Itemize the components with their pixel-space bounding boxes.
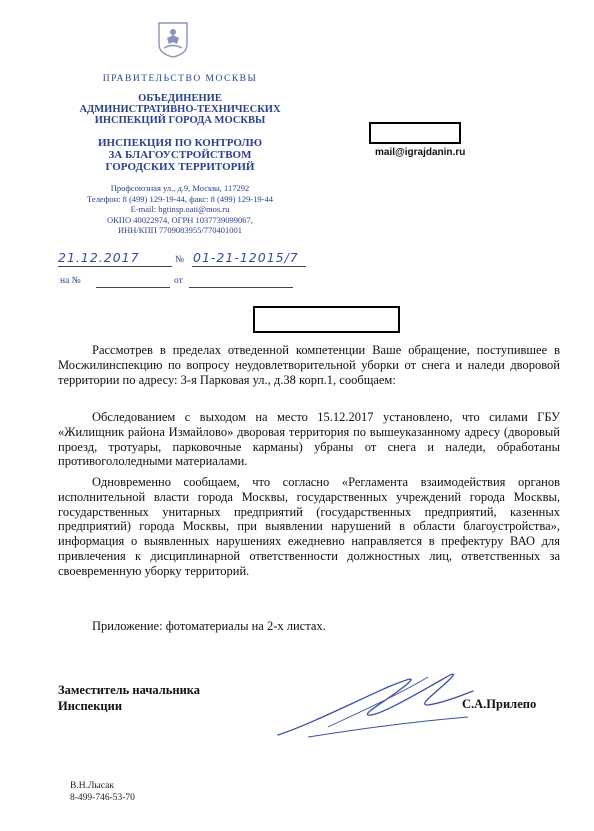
- reference-number-label: на №: [60, 276, 81, 286]
- executor-info: В.Н.Лысак 8-499-746-53-70: [70, 781, 135, 803]
- redacted-recipient-box: [369, 122, 461, 144]
- parent-organization: ОБЪЕДИНЕНИЕ АДМИНИСТРАТИВНО-ТЕХНИЧЕСКИХ ИНСПЕКЦИЙ ГОРОДА МОСКВЫ: [79, 93, 281, 126]
- organization-contacts: Профсоюзная ул., д.9, Москва, 117292 Телефон: 8 (499) 129-19-44, факс: 8 (499) 129-19-44 E-mail: bgtinsp.oati@mos.ru ОКПО 40022974, ОГРН 1037739099067, ИНН/КПП 7709083955/770401001: [87, 183, 273, 235]
- reference-number-underline: [96, 287, 170, 288]
- redacted-addressee-box: [253, 306, 400, 333]
- registration-date: 21.12.2017: [58, 250, 140, 265]
- recipient-email: mail@igrajdanin.ru: [375, 147, 466, 158]
- registration-number: 01-21-12015/7: [193, 250, 299, 265]
- body-paragraph-1: Рассмотрев в пределах отведенной компетенции Ваше обращение, поступившее в Мосжилинспекцию по вопросу неудовлетворительной уборки от снега и наледи дворовой территории по адресу: 3-я Парковая ул., д.38 корп.1, сообщаем:: [58, 343, 560, 387]
- handwritten-signature: [268, 665, 478, 745]
- signer-position: Заместитель начальника Инспекции: [58, 683, 201, 713]
- government-title: ПРАВИТЕЛЬСТВО МОСКВЫ: [102, 74, 258, 84]
- signer-name: С.А.Прилепо: [462, 697, 537, 711]
- body-paragraph-2: Обследованием с выходом на место 15.12.2017 установлено, что силами ГБУ «Жилищник района Измайлово» дворовая территория по вышеуказанному адресу (дворовый проезд, тротуары, парковочные карманы) убраны от снега и наледи, обработаны противогололедными материалами.: [58, 410, 560, 469]
- body-paragraph-3: Одновременно сообщаем, что согласно «Регламента взаимодействия органов исполнительной власти города Москвы, государственных учреждений города Москвы, государственных унитарных предприятий (государственных предприятий, казенных предприятий) города Москвы, при выявлении нарушений в области благоустройства», информация о выявленных нарушениях ежедневно направляется в префектуру ВАО для привлечения к дисциплинарной ответственности должностных лиц, ответственных за своевременную уборку территорий.: [58, 475, 560, 578]
- moscow-coat-of-arms-icon: [158, 22, 188, 58]
- number-underline: [192, 266, 306, 267]
- reference-date-label: от: [174, 276, 183, 286]
- number-label: №: [175, 255, 185, 265]
- reference-date-underline: [189, 287, 293, 288]
- attachment-note: Приложение: фотоматериалы на 2-х листах.: [92, 619, 326, 633]
- date-underline: [58, 266, 172, 267]
- organization-name: ИНСПЕКЦИЯ ПО КОНТРОЛЮ ЗА БЛАГОУСТРОЙСТВОМ ГОРОДСКИХ ТЕРРИТОРИЙ: [98, 137, 262, 173]
